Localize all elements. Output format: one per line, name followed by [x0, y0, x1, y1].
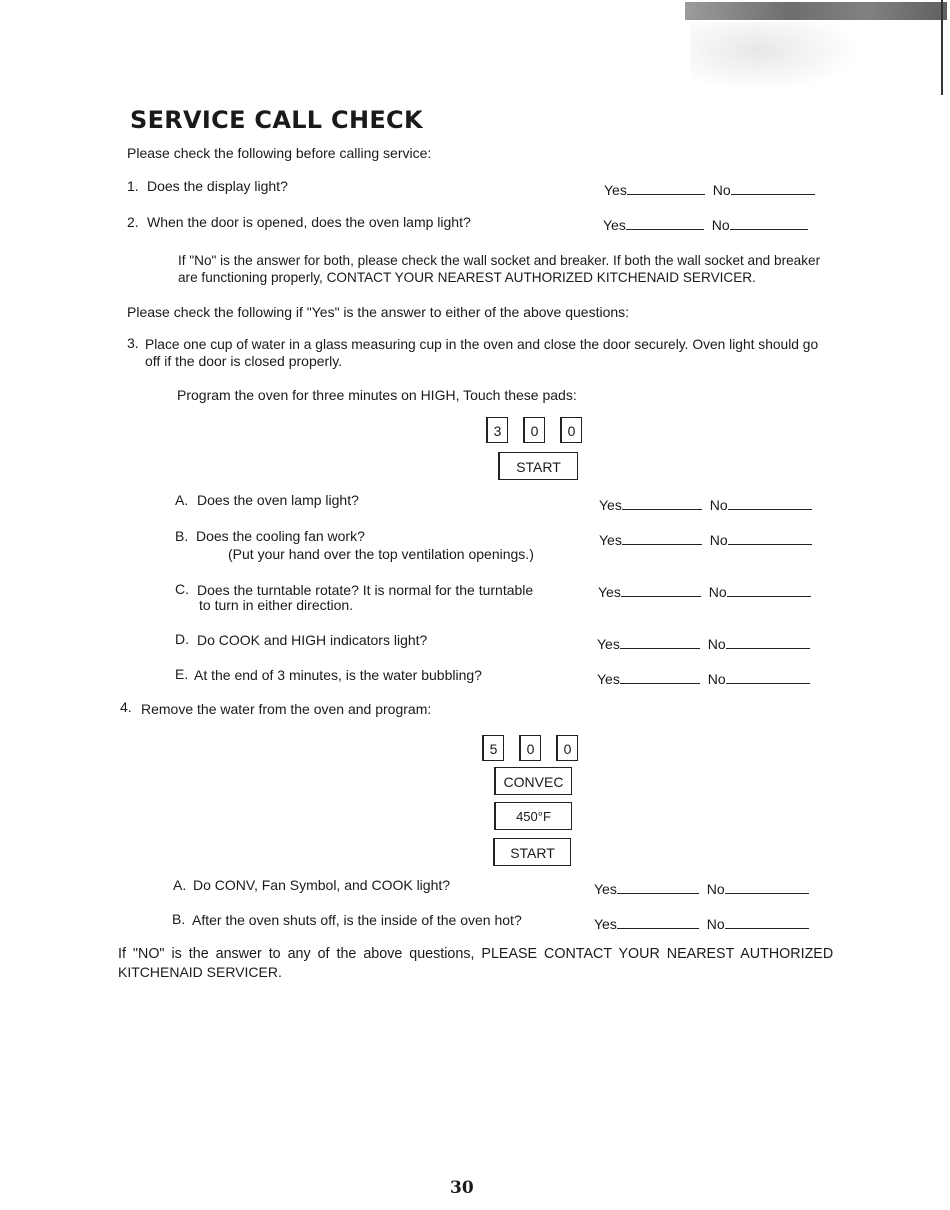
keypad-0-button[interactable]	[556, 735, 578, 761]
yes-no-answer	[599, 532, 812, 548]
no-label: No	[709, 532, 728, 548]
convec-button[interactable]	[494, 767, 572, 795]
no-blank[interactable]	[726, 636, 810, 649]
sub-question-letter: B.	[172, 911, 186, 927]
yes-blank[interactable]	[617, 881, 699, 894]
yes-no-answer	[594, 881, 809, 897]
scan-artifact	[941, 0, 943, 95]
yes-label: Yes	[594, 916, 617, 932]
question-number: 2.	[127, 214, 139, 230]
intro-text: Please check the following before calling service:	[127, 145, 432, 161]
yes-label: Yes	[598, 584, 621, 600]
key-label: 3	[493, 423, 502, 439]
yes-no-answer	[599, 497, 812, 513]
keypad-0-button[interactable]	[523, 417, 545, 443]
question-3-line-2: off if the door is closed properly.	[145, 353, 343, 369]
question-3-line-1: Place one cup of water in a glass measuring cup in the oven and close the door securely. Oven light should go	[145, 337, 819, 352]
page-number: 30	[450, 1178, 474, 1198]
sub-question-3b-note: (Put your hand over the top ventilation openings.)	[228, 546, 534, 562]
yes-label: Yes	[604, 182, 627, 198]
yes-blank[interactable]	[617, 916, 699, 929]
sub-question-3a: Does the oven lamp light?	[197, 492, 359, 508]
question-number: 1.	[127, 178, 139, 194]
yes-label: Yes	[599, 497, 622, 513]
sub-question-4a: Do CONV, Fan Symbol, and COOK light?	[193, 877, 451, 893]
key-label: 0	[563, 741, 572, 757]
temperature-450-button[interactable]	[494, 802, 572, 830]
no-label: No	[706, 881, 725, 897]
no-label: No	[707, 636, 726, 652]
scan-artifact	[690, 22, 860, 92]
followup-text: Please check the following if "Yes" is the answer to either of the above questions:	[127, 304, 630, 320]
question-number: 3.	[127, 335, 139, 351]
sub-question-3c-line-2: to turn in either direction.	[199, 597, 354, 613]
no-blank[interactable]	[727, 584, 811, 597]
yes-blank[interactable]	[621, 584, 701, 597]
yes-no-answer	[597, 671, 810, 687]
sub-question-letter: A.	[175, 492, 189, 508]
no-label: No	[708, 584, 727, 600]
no-blank[interactable]	[728, 532, 812, 545]
yes-no-answer	[598, 584, 811, 600]
sub-question-3c: Does the turntable rotate? It is normal for the turntable	[197, 582, 534, 598]
keypad-0-button[interactable]	[560, 417, 582, 443]
sub-question-letter: E.	[175, 666, 189, 682]
yes-no-answer	[603, 217, 808, 233]
yes-label: Yes	[594, 881, 617, 897]
key-label: 450°F	[516, 809, 551, 824]
yes-blank[interactable]	[627, 182, 705, 195]
key-label: CONVEC	[503, 774, 564, 790]
no-blank[interactable]	[728, 497, 812, 510]
keypad-5-button[interactable]	[482, 735, 504, 761]
no-label: No	[712, 182, 731, 198]
key-label: START	[510, 845, 555, 861]
keypad-0-button[interactable]	[519, 735, 541, 761]
yes-blank[interactable]	[620, 671, 700, 684]
closing-line-2: KITCHENAID SERVICER.	[118, 964, 282, 980]
yes-label: Yes	[599, 532, 622, 548]
yes-label: Yes	[603, 217, 626, 233]
no-label: No	[711, 217, 730, 233]
sub-question-letter: C.	[175, 581, 189, 597]
page-title: SERVICE CALL CHECK	[130, 106, 423, 134]
note-line-1: If "No" is the answer for both, please check the wall socket and breaker. If both the wall socket and breaker	[178, 253, 821, 268]
sub-question-4b: After the oven shuts off, is the inside of the oven hot?	[192, 912, 522, 928]
no-label: No	[707, 671, 726, 687]
yes-label: Yes	[597, 636, 620, 652]
no-blank[interactable]	[725, 881, 809, 894]
scan-artifact	[685, 2, 947, 20]
yes-blank[interactable]	[622, 497, 702, 510]
sub-question-letter: A.	[173, 877, 187, 893]
start-button[interactable]	[498, 452, 578, 480]
key-label: 0	[526, 741, 535, 757]
no-blank[interactable]	[725, 916, 809, 929]
start-button[interactable]	[493, 838, 571, 866]
key-label: START	[516, 459, 561, 475]
keypad-3-button[interactable]	[486, 417, 508, 443]
yes-no-answer	[594, 916, 809, 932]
question-4-text: Remove the water from the oven and program:	[141, 701, 432, 717]
note-line-2: are functioning properly, CONTACT YOUR NEAREST AUTHORIZED KITCHENAID SERVICER.	[178, 270, 756, 285]
yes-label: Yes	[597, 671, 620, 687]
program-instruction: Program the oven for three minutes on HIGH, Touch these pads:	[177, 387, 577, 403]
closing-line-1: If "NO" is the answer to any of the above questions, PLEASE CONTACT YOUR NEAREST AUTHORIZED	[118, 946, 834, 962]
key-label: 5	[489, 741, 498, 757]
sub-question-letter: D.	[175, 631, 189, 647]
yes-no-answer	[604, 182, 815, 198]
yes-blank[interactable]	[622, 532, 702, 545]
yes-no-answer	[597, 636, 810, 652]
sub-question-3b: Does the cooling fan work?	[196, 528, 365, 544]
no-label: No	[709, 497, 728, 513]
question-2-text: When the door is opened, does the oven lamp light?	[147, 214, 471, 230]
key-label: 0	[567, 423, 576, 439]
sub-question-3e: At the end of 3 minutes, is the water bubbling?	[194, 667, 482, 683]
no-label: No	[706, 916, 725, 932]
question-number: 4.	[120, 699, 132, 715]
sub-question-3d: Do COOK and HIGH indicators light?	[197, 632, 428, 648]
no-blank[interactable]	[731, 182, 815, 195]
sub-question-letter: B.	[175, 528, 189, 544]
yes-blank[interactable]	[626, 217, 704, 230]
question-1-text: Does the display light?	[147, 178, 288, 194]
yes-blank[interactable]	[620, 636, 700, 649]
no-blank[interactable]	[726, 671, 810, 684]
no-blank[interactable]	[730, 217, 808, 230]
key-label: 0	[530, 423, 539, 439]
